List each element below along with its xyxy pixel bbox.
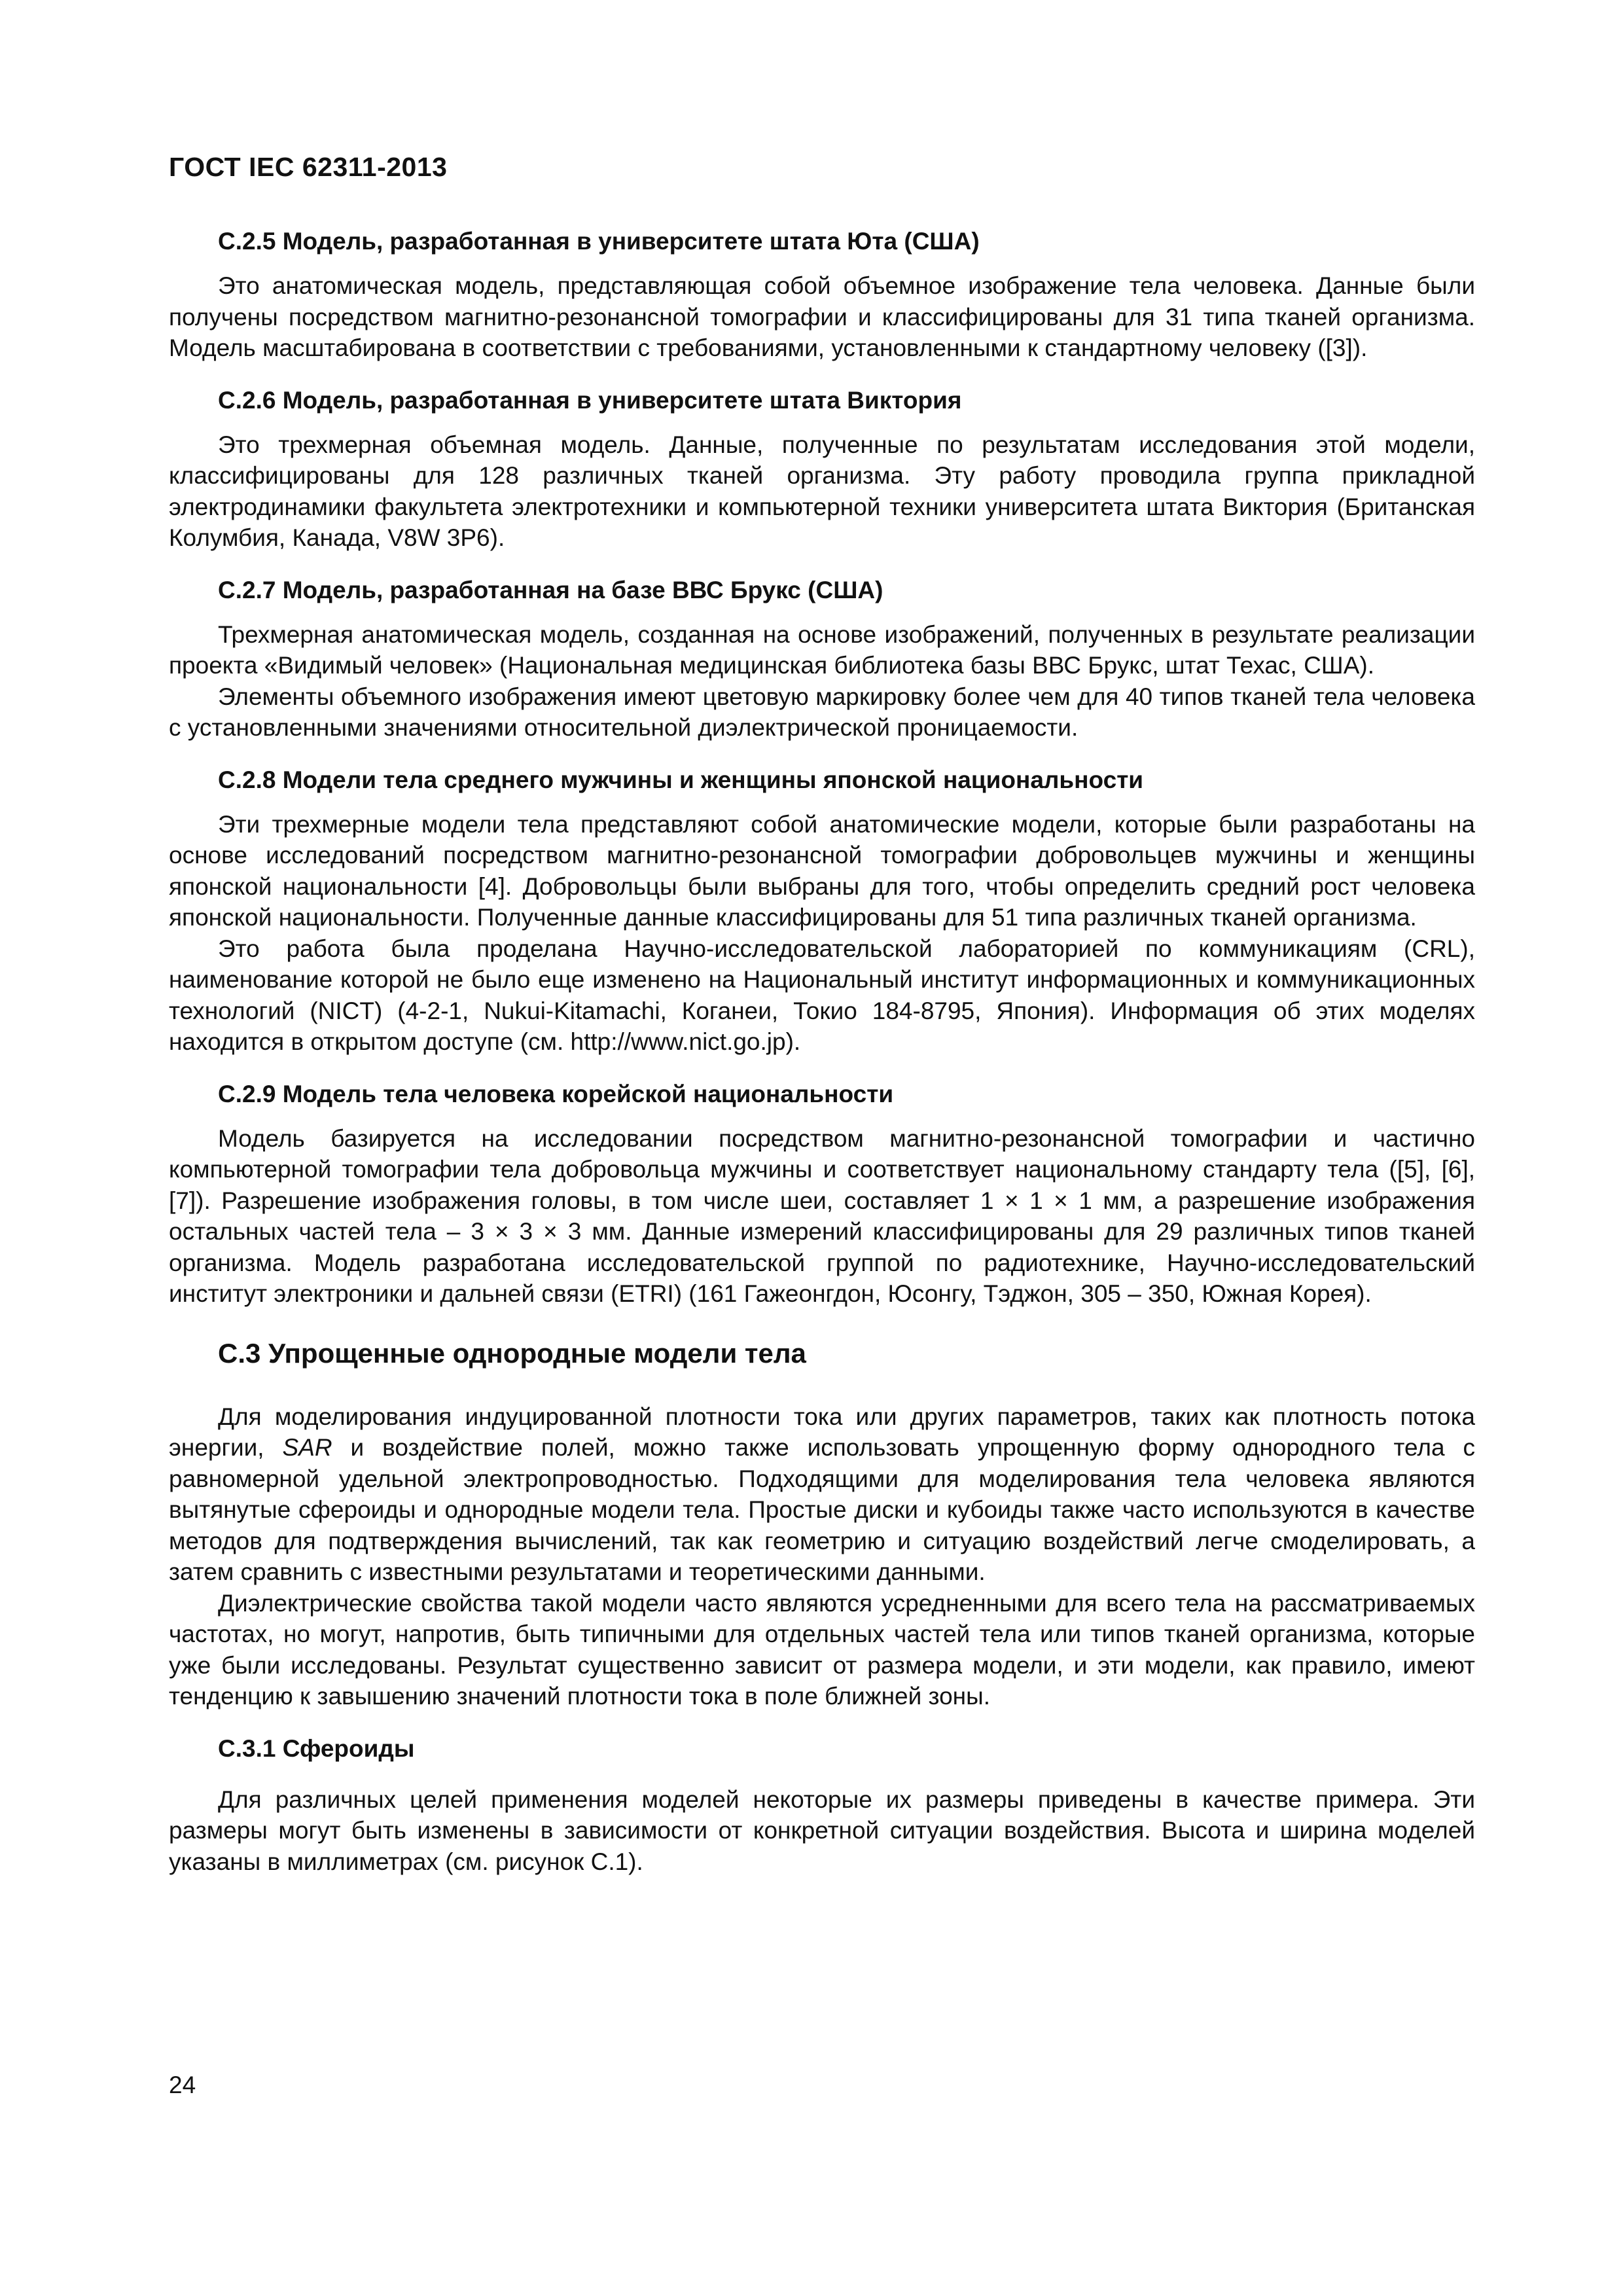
- section-c28-heading: С.2.8 Модели тела среднего мужчины и женщины японской национальности: [218, 766, 1144, 793]
- section-c3-paragraph-1: [169, 1401, 1475, 1588]
- sar-term: SAR: [282, 1434, 332, 1461]
- section-c27-heading: С.2.7 Модель, разработанная на базе ВВС Брукс (США): [218, 576, 883, 603]
- section-c29-paragraph-1: Модель базируется на исследовании посредством магнитно-резонансной томографии и частично компьютерной томографии тела добровольца мужчины и соответствует национальному стандарту тела ([5], [6], [7]). Разрешение изображения головы, в том числе шеи, составляет 1 × 1 × 1 мм, а разрешение изображения остальных частей тела – 3 × 3 × 3 мм. Данные измерений классифицированы для 29 различных типов тканей организма. Модель разработана исследовательской группой по радиотехнике, Научно-исследовательский институт электроники и дальней связи (ETRI) (161 Гажеонгдон, Юсонгу, Тэджон, 305 – 350, Южная Корея).: [169, 1124, 1475, 1307]
- section-c3-heading: С.3 Упрощенные однородные модели тела: [218, 1337, 806, 1369]
- page-number: 24: [169, 2072, 196, 2098]
- section-c3-paragraph-1-before: Для моделирования индуцированной плотности тока или других параметров, таких как плотность потока энергии,: [169, 1403, 1475, 1461]
- section-c3-paragraph-1-after: и воздействие полей, можно также использовать упрощенную форму однородного тела с равномерной удельной электропроводностью. Подходящими для моделирования тела человека являются вытянутые сфероиды и однородные модели тела. Простые диски и кубоиды также часто используются в качестве методов для подтверждения вычислений, так как геометрию и ситуацию воздействий легче смоделировать, а затем сравнить с известными результатами и теоретическими данными.: [169, 1434, 1475, 1585]
- section-c29-heading: С.2.9 Модель тела человека корейской национальности: [218, 1080, 894, 1107]
- section-c31-heading: С.3.1 Сфероиды: [218, 1734, 415, 1762]
- section-c3-paragraph-2: Диэлектрические свойства такой модели часто являются усредненными для всего тела на рассматриваемых частотах, но могут, напротив, быть типичными для отдельных частей тела или типов тканей организма, которые уже были исследованы. Результат существенно зависит от размера модели, и эти модели, как правило, имеют тенденцию к завышению значений плотности тока в поле ближней зоны.: [169, 1589, 1475, 1710]
- section-c31-paragraph-1: Для различных целей применения моделей некоторые их размеры приведены в качестве примера. Эти размеры могут быть изменены в зависимости от конкретной ситуации воздействия. Высота и ширина моделей указаны в миллиметрах (см. рисунок С.1).: [169, 1785, 1475, 1875]
- document-standard-header: ГОСТ IEC 62311-2013: [169, 152, 448, 182]
- section-c25-heading: С.2.5 Модель, разработанная в университете штата Юта (США): [218, 228, 980, 255]
- document-body: [169, 226, 1475, 1877]
- section-c28-paragraph-2: Это работа была проделана Научно-исследовательской лабораторией по коммуникациям (CRL), наименование которой не было еще изменено на Национальный институт информационных и коммуникационных технологий (NICT) (4-2-1, Nukui-Kitamachi, Коганеи, Токио 184-8795, Япония). Информация об этих моделях находится в открытом доступе (см. http://www.nict.go.jp).: [169, 935, 1475, 1055]
- section-c27-paragraph-1: Трехмерная анатомическая модель, созданная на основе изображений, полученных в результате реализации проекта «Видимый человек» (Национальная медицинская библиотека базы ВВС Брукс, штат Техас, США).: [169, 620, 1475, 679]
- section-c26-paragraph-1: Это трехмерная объемная модель. Данные, полученные по результатам исследования этой модели, классифицированы для 128 различных тканей организма. Эту работу проводила группа прикладной электродинамики факультета электротехники и компьютерной техники университета штата Виктория (Британская Колумбия, Канада, V8W 3P6).: [169, 431, 1475, 551]
- section-c28-paragraph-1: Эти трехмерные модели тела представляют собой анатомические модели, которые были разработаны на основе исследований посредством магнитно-резонансной томографии добровольцев мужчины и женщины японской национальности [4]. Добровольцы были выбраны для того, чтобы определить средний рост человека японской национальности. Полученные данные классифицированы для 51 типа различных тканей организма.: [169, 810, 1475, 931]
- section-c25-paragraph-1: Это анатомическая модель, представляющая собой объемное изображение тела человека. Данные были получены посредством магнитно-резонансной томографии и классифицированы для 31 типа тканей организма. Модель масштабирована в соответствии с требованиями, установленными к стандартному человеку ([3]).: [169, 272, 1475, 361]
- section-c26-heading: С.2.6 Модель, разработанная в университете штата Виктория: [218, 386, 962, 414]
- section-c27-paragraph-2: Элементы объемного изображения имеют цветовую маркировку более чем для 40 типов тканей тела человека с установленными значениями относительной диэлектрической проницаемости.: [169, 683, 1475, 741]
